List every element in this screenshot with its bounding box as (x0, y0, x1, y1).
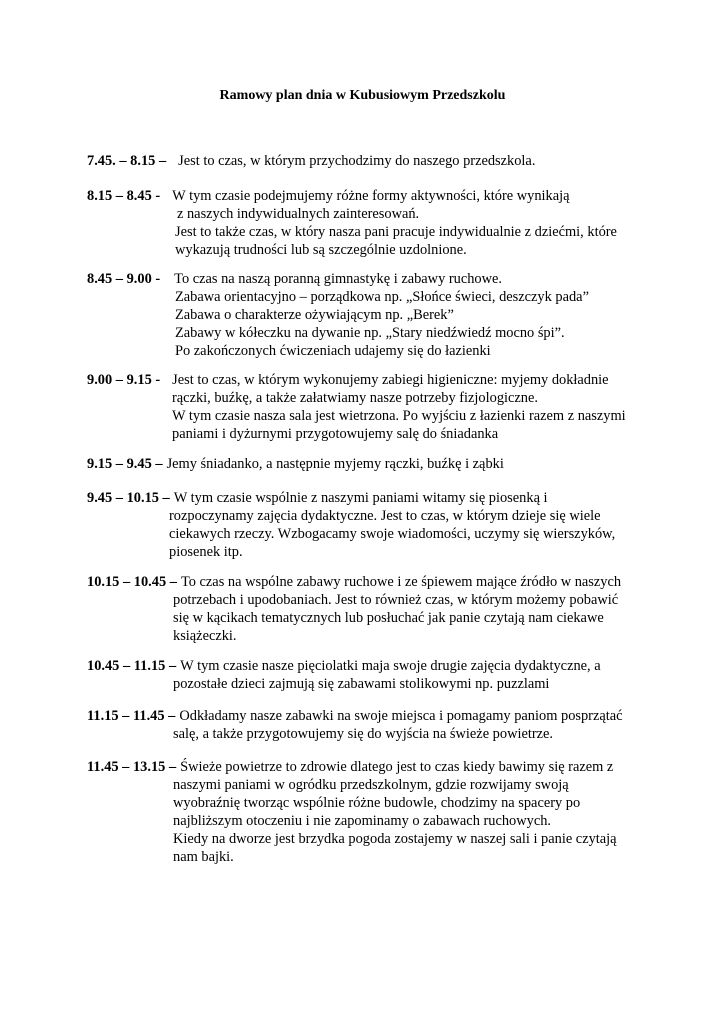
entry-time: 9.15 – 9.45 – (87, 456, 163, 472)
entry-text: rozpoczynamy zajęcia dydaktyczne. Jest to czas, w którym dzieje się wiele (169, 508, 601, 524)
entry-text: W tym czasie nasze pięciolatki maja swoje drugie zajęcia dydaktyczne, a (180, 658, 601, 674)
entry-text: To czas na wspólne zabawy ruchowe i ze śpiewem mające źródło w naszych (180, 574, 622, 590)
entry-text: Zabawy w kółeczku na dywanie np. „Stary niedźwiedź mocno śpi”. (175, 325, 565, 341)
entry-time: 10.15 – 10.45 – (87, 574, 177, 590)
entry-text: z naszych indywidualnych zainteresowań. (177, 206, 420, 222)
entry-first-line (87, 371, 609, 389)
entry-text: Świeże powietrze to zdrowie dlatego jest to czas kiedy bawimy się razem z (180, 759, 614, 775)
entry-time: 9.45 – 10.15 – (87, 490, 170, 506)
entry-text: piosenek itp. (169, 544, 243, 560)
entry-text: To czas na naszą poranną gimnastykę i zabawy ruchowe. (174, 271, 502, 287)
entry-text: najbliższym otoczeniu i nie zapominamy o zabawach ruchowych. (173, 813, 552, 829)
entry-text: wyobraźnię tworząc wspólnie różne budowle, chodzimy na spacery po (173, 795, 581, 811)
entry-text: wykazują trudności lub są szczególnie uzdolnione. (175, 242, 467, 258)
entry-text: potrzebach i upodobaniach. Jest to również czas, w którym możemy pobawić (173, 592, 619, 608)
entry-first-line (87, 152, 535, 170)
entry-first-line (87, 270, 502, 288)
entry-text: Zabawa o charakterze ożywiającym np. „Berek” (175, 307, 454, 323)
entry-text: książeczki. (173, 628, 237, 644)
entry-first-line (87, 187, 570, 205)
entry-text: Po zakończonych ćwiczeniach udajemy się do łazienki (175, 343, 491, 359)
entry-time: 10.45 – 11.15 – (87, 658, 177, 674)
entry-text: W tym czasie wspólnie z naszymi paniami witamy się piosenką i (173, 490, 548, 506)
entry-time: 7.45. – 8.15 – (87, 153, 167, 169)
entry-text: W tym czasie podejmujemy różne formy aktywności, które wynikają (172, 188, 570, 204)
entry-text: Jest to czas, w którym przychodzimy do naszego przedszkola. (178, 153, 536, 169)
entry-text: Zabawa orientacyjno – porządkowa np. „Słońce świeci, deszczyk pada” (175, 289, 589, 305)
entry-time: 11.15 – 11.45 – (87, 708, 176, 724)
entry-first-line (87, 573, 621, 591)
entry-text: paniami i dyżurnymi przygotowujemy salę do śniadanka (172, 426, 499, 442)
entry-text: rączki, buźkę, a także załatwiamy nasze potrzeby fizjologiczne. (172, 390, 538, 406)
entry-time: 9.00 – 9.15 - (87, 372, 161, 388)
entry-text: naszymi paniami w ogródku przedszkolnym, gdzie rozwijamy swoją (173, 777, 569, 793)
entry-text: Kiedy na dworze jest brzydka pogoda zostajemy w naszej sali i panie czytają (173, 831, 617, 847)
entry-text: salę, a także przygotowujemy się do wyjścia na świeże powietrze. (173, 726, 554, 742)
entry-text: W tym czasie nasza sala jest wietrzona. Po wyjściu z łazienki razem z naszymi (172, 408, 626, 424)
entry-text: nam bajki. (173, 849, 234, 865)
entry-first-line (87, 707, 623, 725)
entry-first-line (87, 455, 504, 473)
entry-text: Odkładamy nasze zabawki na swoje miejsca i pomagamy paniom posprzątać (179, 708, 623, 724)
entry-first-line (87, 657, 601, 675)
page-title: Ramowy plan dnia w Kubusiowym Przedszkolu (219, 88, 506, 103)
entry-first-line (87, 489, 548, 507)
entry-text: się w kącikach tematycznych lub posłuchać jak panie czytają nam ciekawe (173, 610, 604, 626)
entry-time: 8.15 – 8.45 - (87, 188, 161, 204)
entry-text: ciekawych rzeczy. Wzbogacamy swoje wiadomości, uczymy się wierszyków, (169, 526, 616, 542)
entry-time: 11.45 – 13.15 – (87, 759, 177, 775)
entry-first-line (87, 758, 613, 776)
entry-text: Jest to czas, w którym wykonujemy zabiegi higieniczne: myjemy dokładnie (172, 372, 609, 388)
entry-text: Jemy śniadanko, a następnie myjemy rączki, buźkę i ząbki (166, 456, 504, 472)
entry-text: Jest to także czas, w który nasza pani pracuje indywidualnie z dziećmi, które (175, 224, 617, 240)
entry-text: pozostałe dzieci zajmują się zabawami stolikowymi np. puzzlami (173, 676, 550, 692)
entry-time: 8.45 – 9.00 - (87, 271, 161, 287)
